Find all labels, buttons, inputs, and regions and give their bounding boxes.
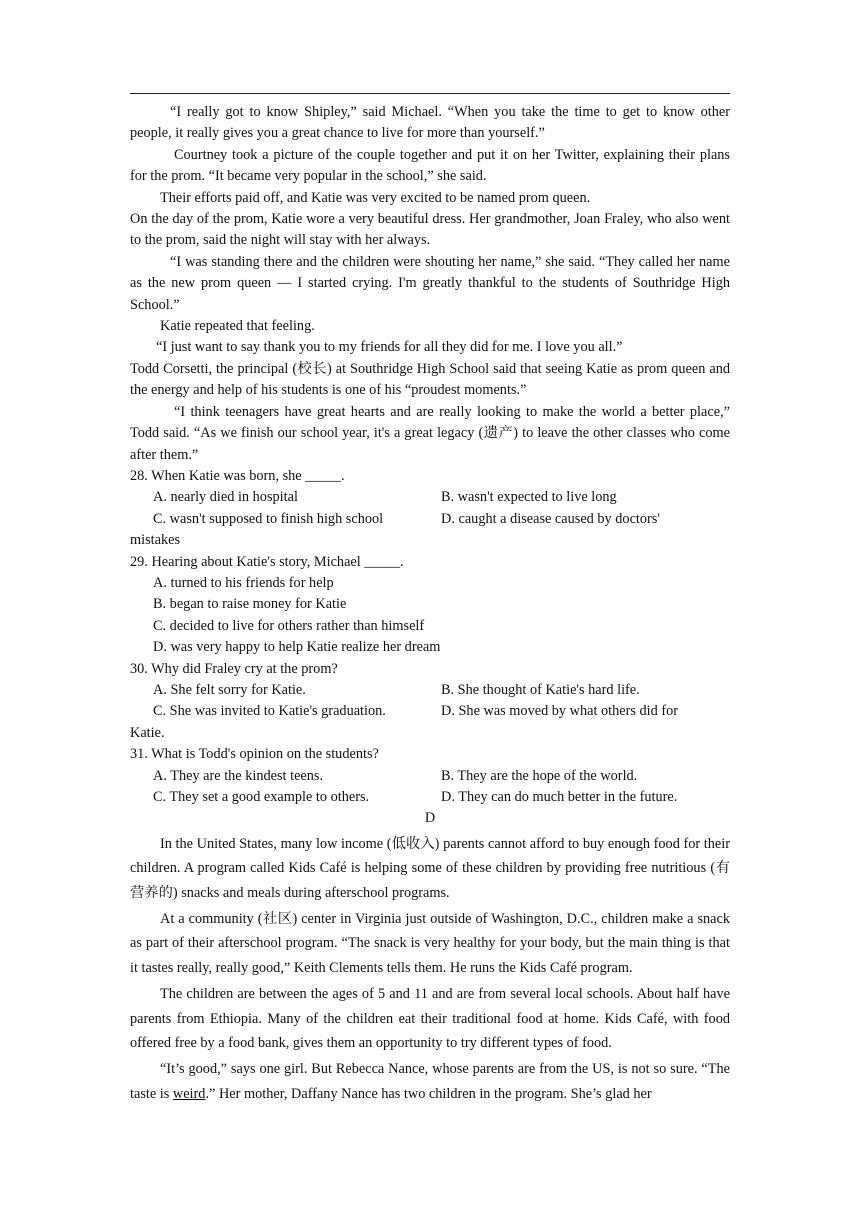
paragraph: “I think teenagers have great hearts and are really looking to make the world a better place,” Todd said. “As we finish our school year, it's a great legacy (遗产) to leave the other classes who come after them.” <box>130 403 730 463</box>
question-28-options-cd <box>130 509 730 530</box>
paragraph-text: “It’s good,” says one girl. But Rebecca Nance, whose parents are from the US, is not so sure. “The taste is <box>130 1061 730 1102</box>
question-28-option-d-wrap: mistakes <box>130 532 181 549</box>
paragraph: “I was standing there and the children were shouting her name,” she said. “They called her name as the new prom queen — I started crying. I'm greatly thankful to the students of Southridge High School.” <box>130 253 730 313</box>
question-31-option-d[interactable]: D. They can do much better in the future. <box>441 789 678 805</box>
question-30-option-d-wrap: Katie. <box>130 724 165 741</box>
paragraph: The children are between the ages of 5 and 11 and are from several local schools. About half have parents from Ethiopia. Many of the children eat their traditional food at home. Kids Café, with food offered free by a food bank, gives them an opportunity to try different types of food. <box>130 986 730 1052</box>
paragraph-text: .” Her mother, Daffany Nance has two children in the program. She’s glad her <box>205 1085 652 1102</box>
paragraph: Their efforts paid off, and Katie was very excited to be named prom queen. <box>160 189 591 206</box>
question-31-option-c[interactable]: C. They set a good example to others. <box>153 789 370 805</box>
question-30-option-b[interactable]: B. She thought of Katie's hard life. <box>441 681 640 698</box>
question-30-option-a[interactable]: A. She felt sorry for Katie. <box>153 681 306 698</box>
question-31-option-b[interactable]: B. They are the hope of the world. <box>441 767 638 784</box>
question-31-option-a[interactable]: A. They are the kindest teens. <box>153 767 324 784</box>
section-heading: D <box>424 810 436 827</box>
question-31-options-cd <box>130 787 730 808</box>
question-31-stem: 31. What is Todd's opinion on the students? <box>130 746 379 763</box>
question-28-options-ab <box>130 487 730 508</box>
question-31-options-ab <box>130 766 730 787</box>
paragraph: Courtney took a picture of the couple together and put it on her Twitter, explaining their plans for the prom. “It became very popular in the school,” she said. <box>130 146 730 185</box>
question-28-option-a[interactable]: A. nearly died in hospital <box>153 489 298 506</box>
paragraph: “I just want to say thank you to my friends for all they did for me. I love you all.” <box>156 339 623 356</box>
question-28-stem: 28. When Katie was born, she _____. <box>130 467 345 484</box>
question-28-option-d[interactable]: D. caught a disease caused by doctors' <box>441 510 660 527</box>
paragraph: In the United States, many low income (低收入) parents cannot afford to buy enough food for their children. A program called Kids Café is helping some of these children by providing free nutritious (有营养的) snacks and meals during afterschool programs. <box>130 835 730 901</box>
question-29-option-d[interactable]: D. was very happy to help Katie realize her dream <box>153 639 441 656</box>
header-rule <box>130 93 730 94</box>
paragraph: Todd Corsetti, the principal (校长) at Southridge High School said that seeing Katie as prom queen and the energy and help of his students is one of his “proudest moments.” <box>130 360 730 399</box>
question-29-option-b[interactable]: B. began to raise money for Katie <box>153 596 347 613</box>
question-30-options-cd <box>130 701 730 722</box>
question-29-option-a[interactable]: A. turned to his friends for help <box>153 574 334 591</box>
section-d-passage <box>130 830 730 1106</box>
question-29-option-c[interactable]: C. decided to live for others rather than himself <box>153 617 425 634</box>
document-body <box>130 102 730 1106</box>
paragraph: At a community (社区) center in Virginia just outside of Washington, D.C., children make a snack as part of their afterschool program. “The snack is very healthy for your body, but the main thing is that it tastes really, really good,” Keith Clements tells them. He runs the Kids Café program. <box>130 911 730 976</box>
paragraph: On the day of the prom, Katie wore a very beautiful dress. Her grandmother, Joan Fraley, who also went to the prom, said the night will stay with her always. <box>130 211 730 249</box>
question-30-option-d[interactable]: D. She was moved by what others did for <box>441 703 679 720</box>
question-30-option-c[interactable]: C. She was invited to Katie's graduation. <box>153 703 386 720</box>
question-28-option-c[interactable]: C. wasn't supposed to finish high school <box>153 510 384 527</box>
paragraph: “I really got to know Shipley,” said Michael. “When you take the time to get to know other people, it really gives you a great chance to live for more than yourself.” <box>130 104 730 142</box>
question-29-stem: 29. Hearing about Katie's story, Michael _____. <box>130 553 404 570</box>
question-28-option-b[interactable]: B. wasn't expected to live long <box>441 489 617 506</box>
question-30-stem: 30. Why did Fraley cry at the prom? <box>130 660 338 677</box>
paragraph: Katie repeated that feeling. <box>160 318 315 335</box>
underlined-word: weird <box>172 1085 206 1102</box>
question-30-options-ab <box>130 680 730 701</box>
paragraph <box>130 1057 730 1106</box>
